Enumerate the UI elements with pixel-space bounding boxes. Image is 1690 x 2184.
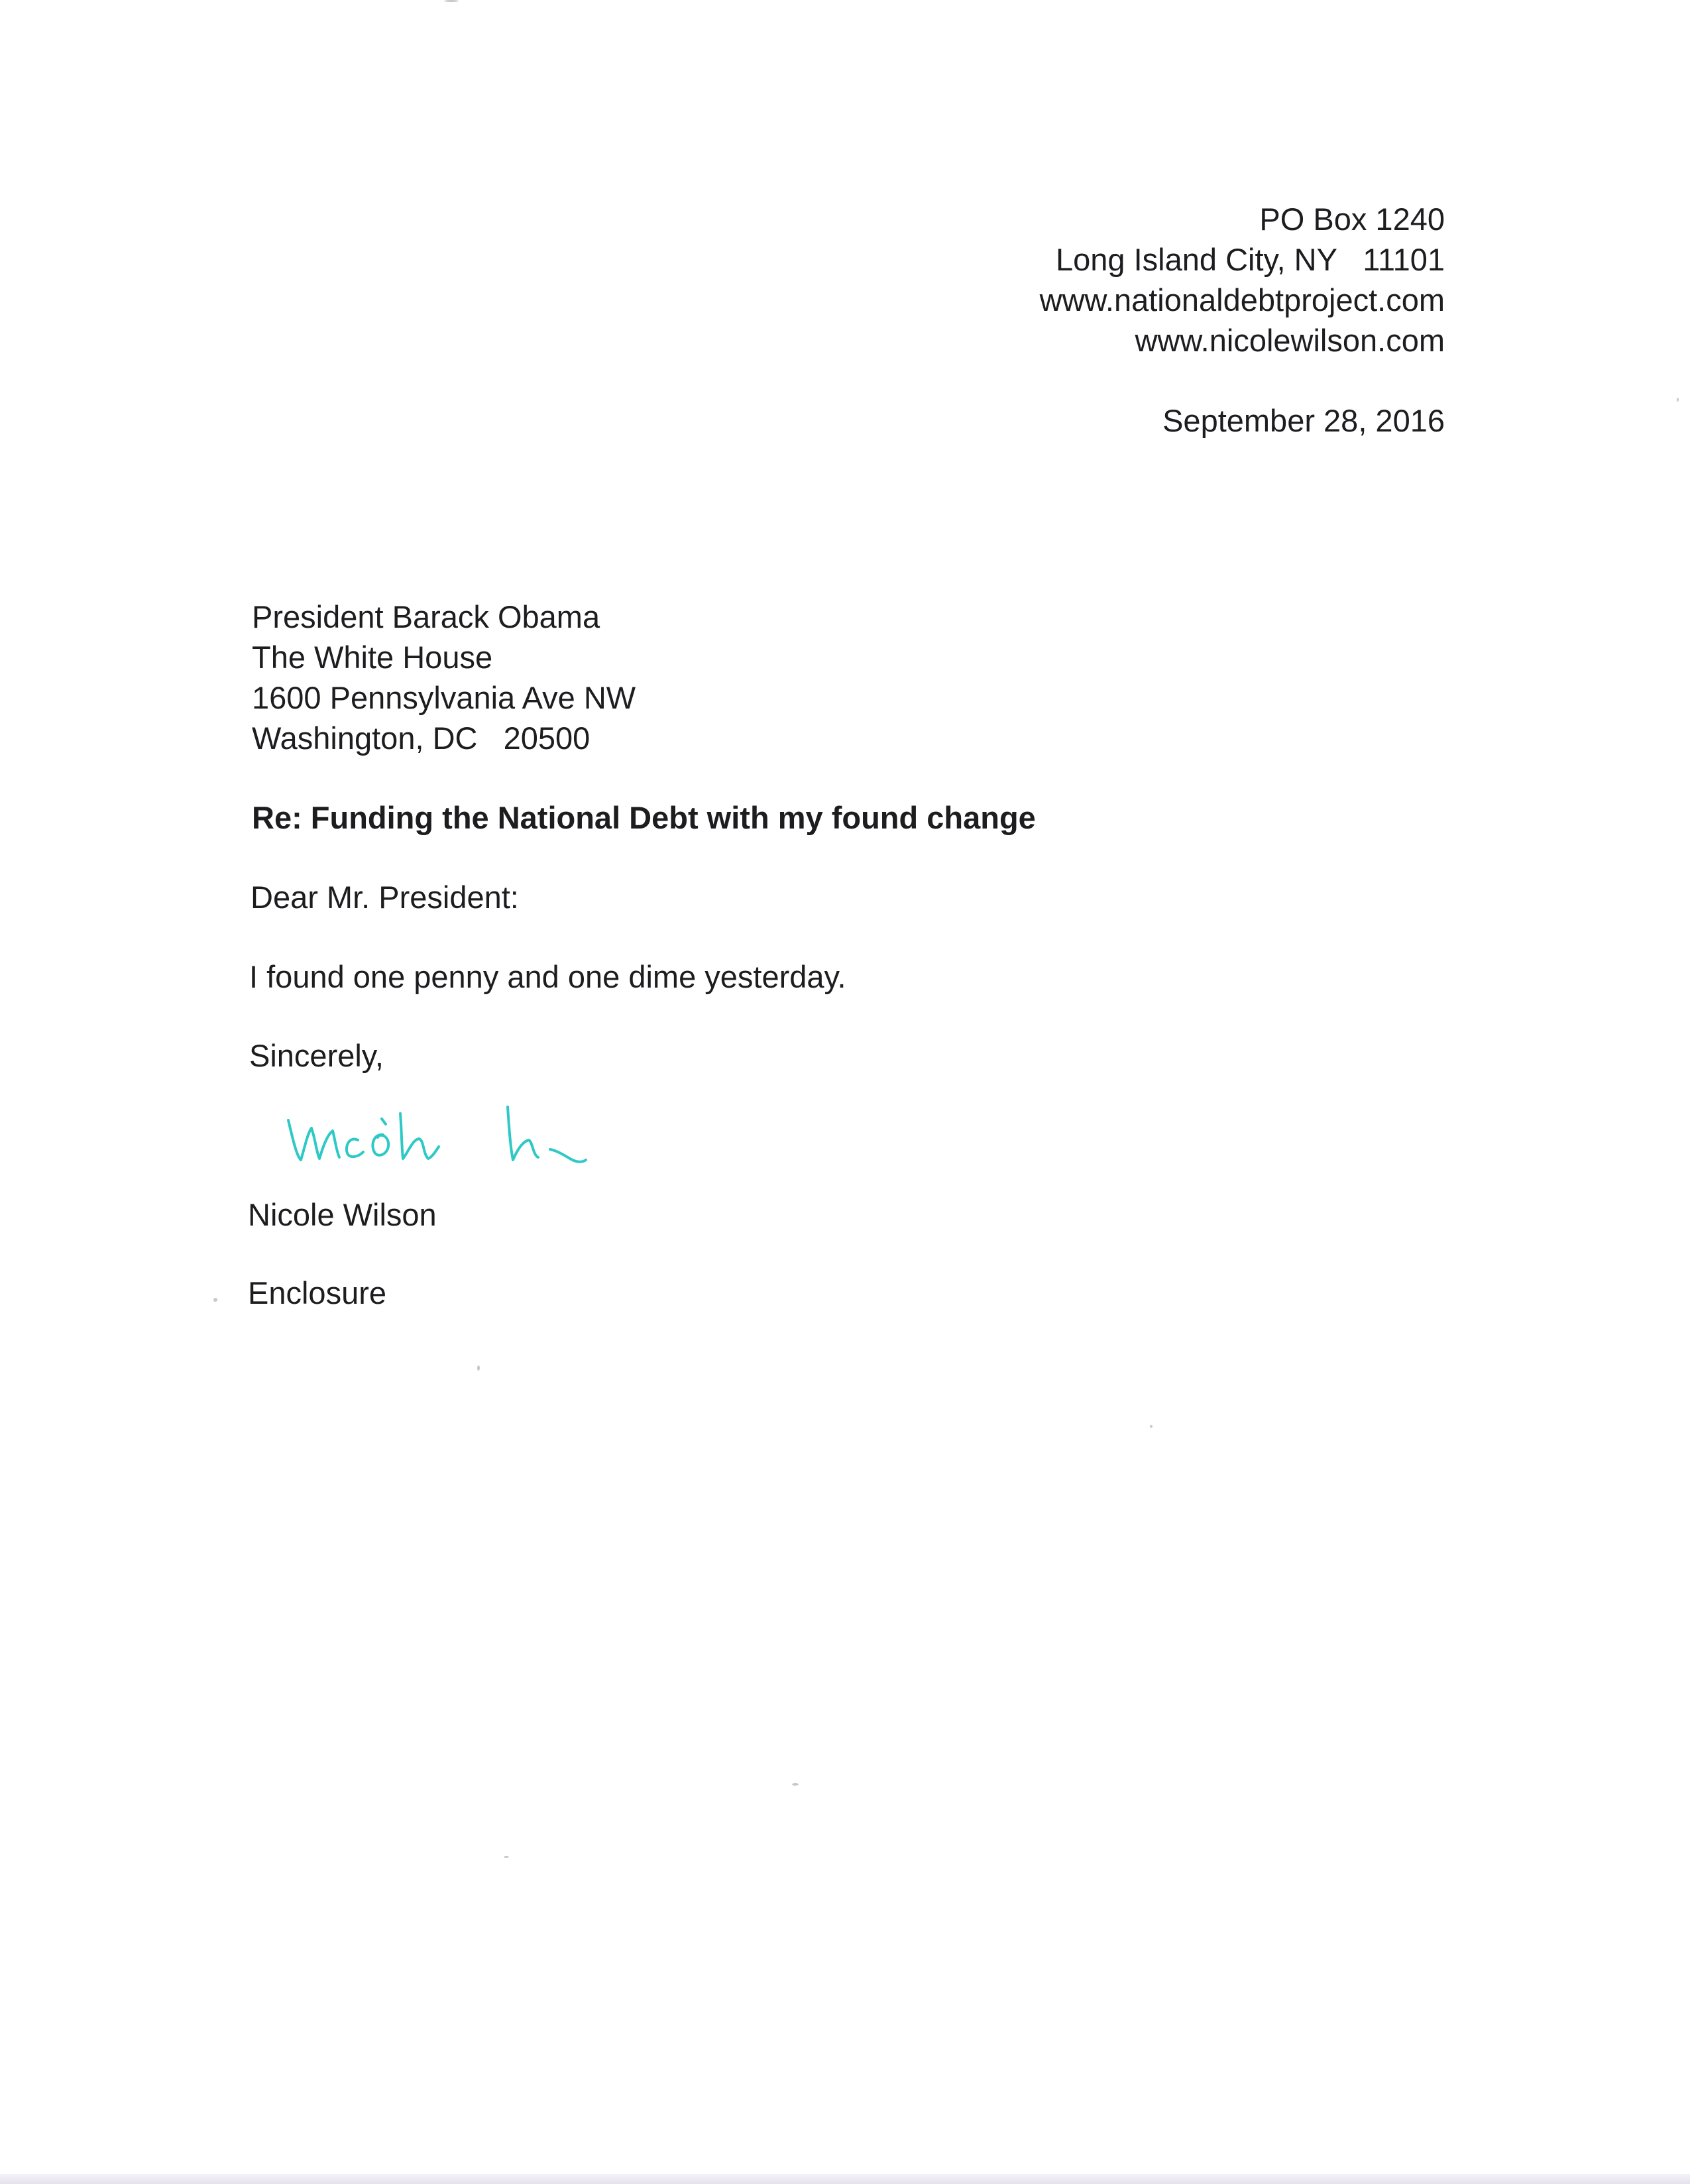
handwritten-signature	[278, 1094, 623, 1180]
recipient-city-state-zip: Washington, DC 20500	[252, 720, 591, 756]
letter-date: September 28, 2016	[1162, 403, 1445, 438]
scan-speck	[504, 1856, 509, 1858]
scan-speck	[792, 1783, 799, 1786]
letter-body: I found one penny and one dime yesterday.	[249, 959, 846, 994]
closing: Sincerely,	[249, 1038, 384, 1073]
sender-city-state-zip: Long Island City, NY 11101	[1056, 242, 1445, 277]
recipient-address-block	[252, 597, 636, 758]
scan-bottom-edge	[0, 2174, 1690, 2184]
sender-address-block	[1040, 199, 1445, 361]
scan-speck	[1150, 1425, 1153, 1428]
signer-name: Nicole Wilson	[248, 1197, 437, 1232]
subject-line: Re: Funding the National Debt with my found change	[252, 800, 1036, 835]
salutation: Dear Mr. President:	[251, 880, 519, 915]
recipient-street: 1600 Pennsylvania Ave NW	[252, 680, 636, 715]
scan-speck	[444, 0, 459, 2]
enclosure-note: Enclosure	[248, 1275, 386, 1310]
signature-strokes	[288, 1107, 586, 1162]
sender-website-personal: www.nicolewilson.com	[1135, 323, 1445, 358]
sender-po-box: PO Box 1240	[1259, 201, 1445, 237]
recipient-organization: The White House	[252, 640, 493, 675]
scan-speck	[213, 1298, 217, 1302]
sender-website-national-debt: www.nationaldebtproject.com	[1039, 282, 1445, 317]
scan-speck	[477, 1365, 480, 1371]
recipient-name: President Barack Obama	[252, 599, 600, 634]
scan-speck	[1677, 398, 1679, 402]
